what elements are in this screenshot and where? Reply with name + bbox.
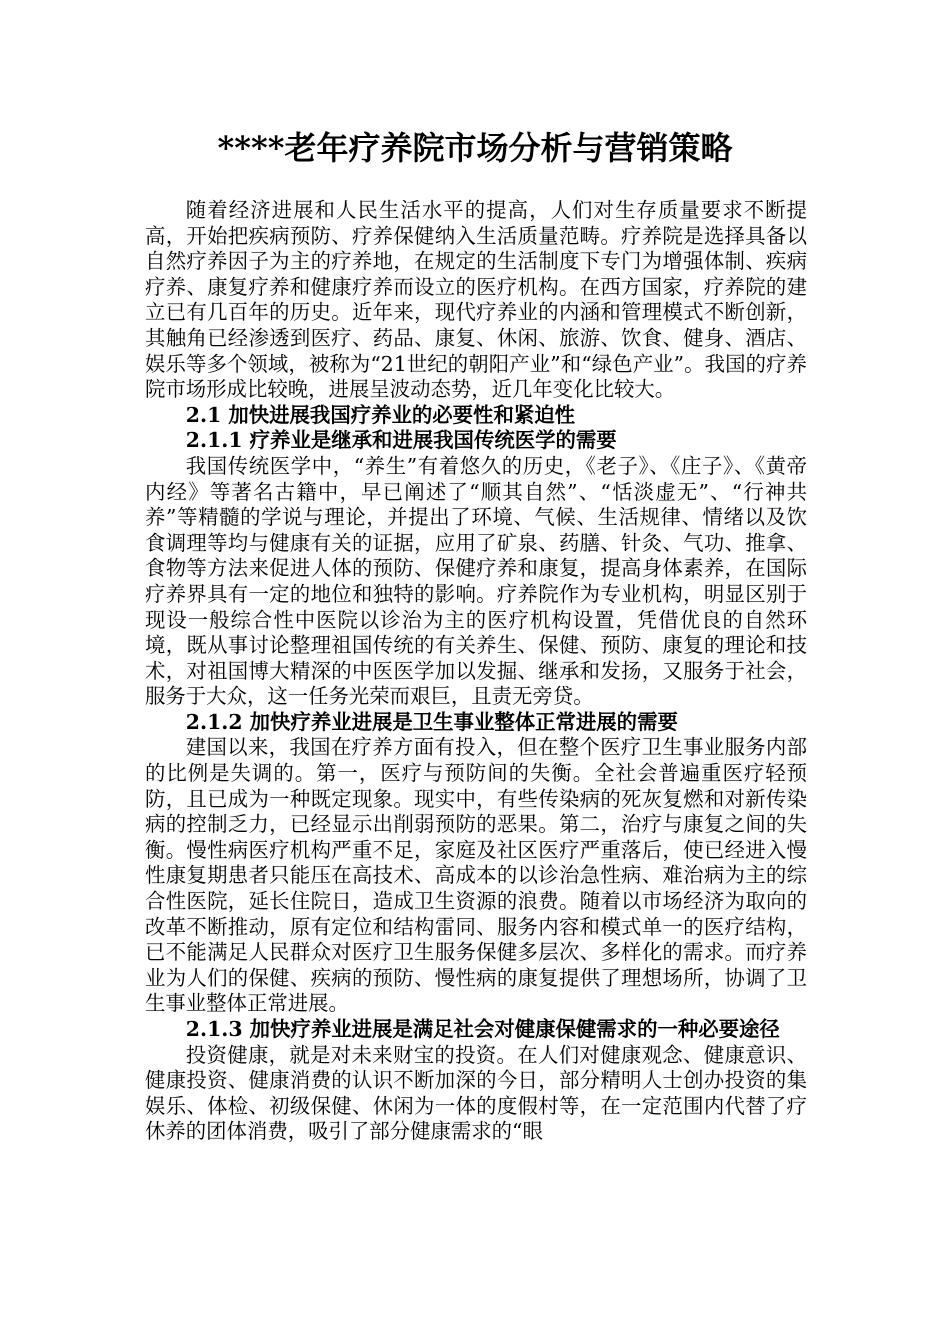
section-2-1-3-paragraph: 投资健康，就是对未来财宝的投资。在人们对健康观念、健康意识、健康投资、健康消费的认识不断加深的今日，部分精明人士创办投资的集娱乐、体检、初级保健、休闲为一体的度假村等，在一定范围内代替了疗休养的团体消费，吸引了部分健康需求的“眼 (145, 1042, 807, 1144)
section-2-1-2-heading: 2.1.2 加快疗养业进展是卫生事业整体正常进展的需要 (185, 709, 678, 734)
section-2-1-heading: 2.1 加快进展我国疗养业的必要性和紧迫性 (185, 402, 576, 427)
document-title: ****老年疗养院市场分析与营销策略 (217, 129, 733, 167)
section-2-1-1-paragraph: 我国传统医学中，“养生”有着悠久的历史，《老子》、《庄子》、《黄帝内经》等著名古籍中，早已阐述了“顺其自然”、“恬淡虚无”、“行神共养”等精髓的学说与理论，并提出了环境、气候、生活规律、情绪以及饮食调理等均与健康有关的证据，应用了矿泉、药膳、针灸、气功、推拿、食物等方法来促进人体的预防、保健疗养和康复，提高身体素养，在国际疗养界具有一定的地位和独特的影响。疗养院作为专业机构，明显区别于现设一般综合性中医院以诊治为主的医疗机构设置，凭借优良的自然环境，既从事讨论整理祖国传统的有关养生、保健、预防、康复的理论和技术，对祖国博大精深的中医医学加以发掘、继承和发扬，又服务于社会，服务于大众，这一任务光荣而艰巨，且责无旁贷。 (145, 453, 807, 709)
intro-paragraph: 随着经济进展和人民生活水平的提高，人们对生存质量要求不断提高，开始把疾病预防、疗养保健纳入生活质量范畴。疗养院是选择具备以自然疗养因子为主的疗养地，在规定的生活制度下专门为增强体制、疾病疗养、康复疗养和健康疗养而设立的医疗机构。在西方国家，疗养院的建立已有几百年的历史。近年来，现代疗养业的内涵和管理模式不断创新，其触角已经渗透到医疗、药品、康复、休闲、旅游、饮食、健身、酒店、娱乐等多个领域，被称为“21世纪的朝阳产业”和“绿色产业”。我国的疗养院市场形成比较晚，进展呈波动态势，近几年变化比较大。 (145, 198, 807, 402)
section-2-1-2-paragraph: 建国以来，我国在疗养方面有投入，但在整个医疗卫生事业服务内部的比例是失调的。第一，医疗与预防间的失衡。全社会普遍重医疗轻预防，且已成为一种既定现象。现实中，有些传染病的死灰复燃和对新传染病的控制乏力，已经显示出削弱预防的恶果。第二，治疗与康复之间的失衡。慢性病医疗机构严重不足，家庭及社区医疗严重落后，使已经进入慢性康复期患者只能压在高技术、高成本的以诊治急性病、难治病为主的综合性医院，延长住院日，造成卫生资源的浪费。随着以市场经济为取向的改革不断推动，原有定位和结构雷同、服务内容和模式单一的医疗结构，已不能满足人民群众对医疗卫生服务保健多层次、多样化的需求。而疗养业为人们的保健、疾病的预防、慢性病的康复提供了理想场所，协调了卫生事业整体正常进展。 (145, 735, 807, 1016)
document-body (145, 198, 807, 1145)
section-2-1-1-heading: 2.1.1 疗养业是继承和进展我国传统医学的需要 (185, 428, 617, 453)
section-2-1-3-heading: 2.1.3 加快疗养业进展是满足社会对健康保健需求的一种必要途径 (185, 1017, 780, 1041)
